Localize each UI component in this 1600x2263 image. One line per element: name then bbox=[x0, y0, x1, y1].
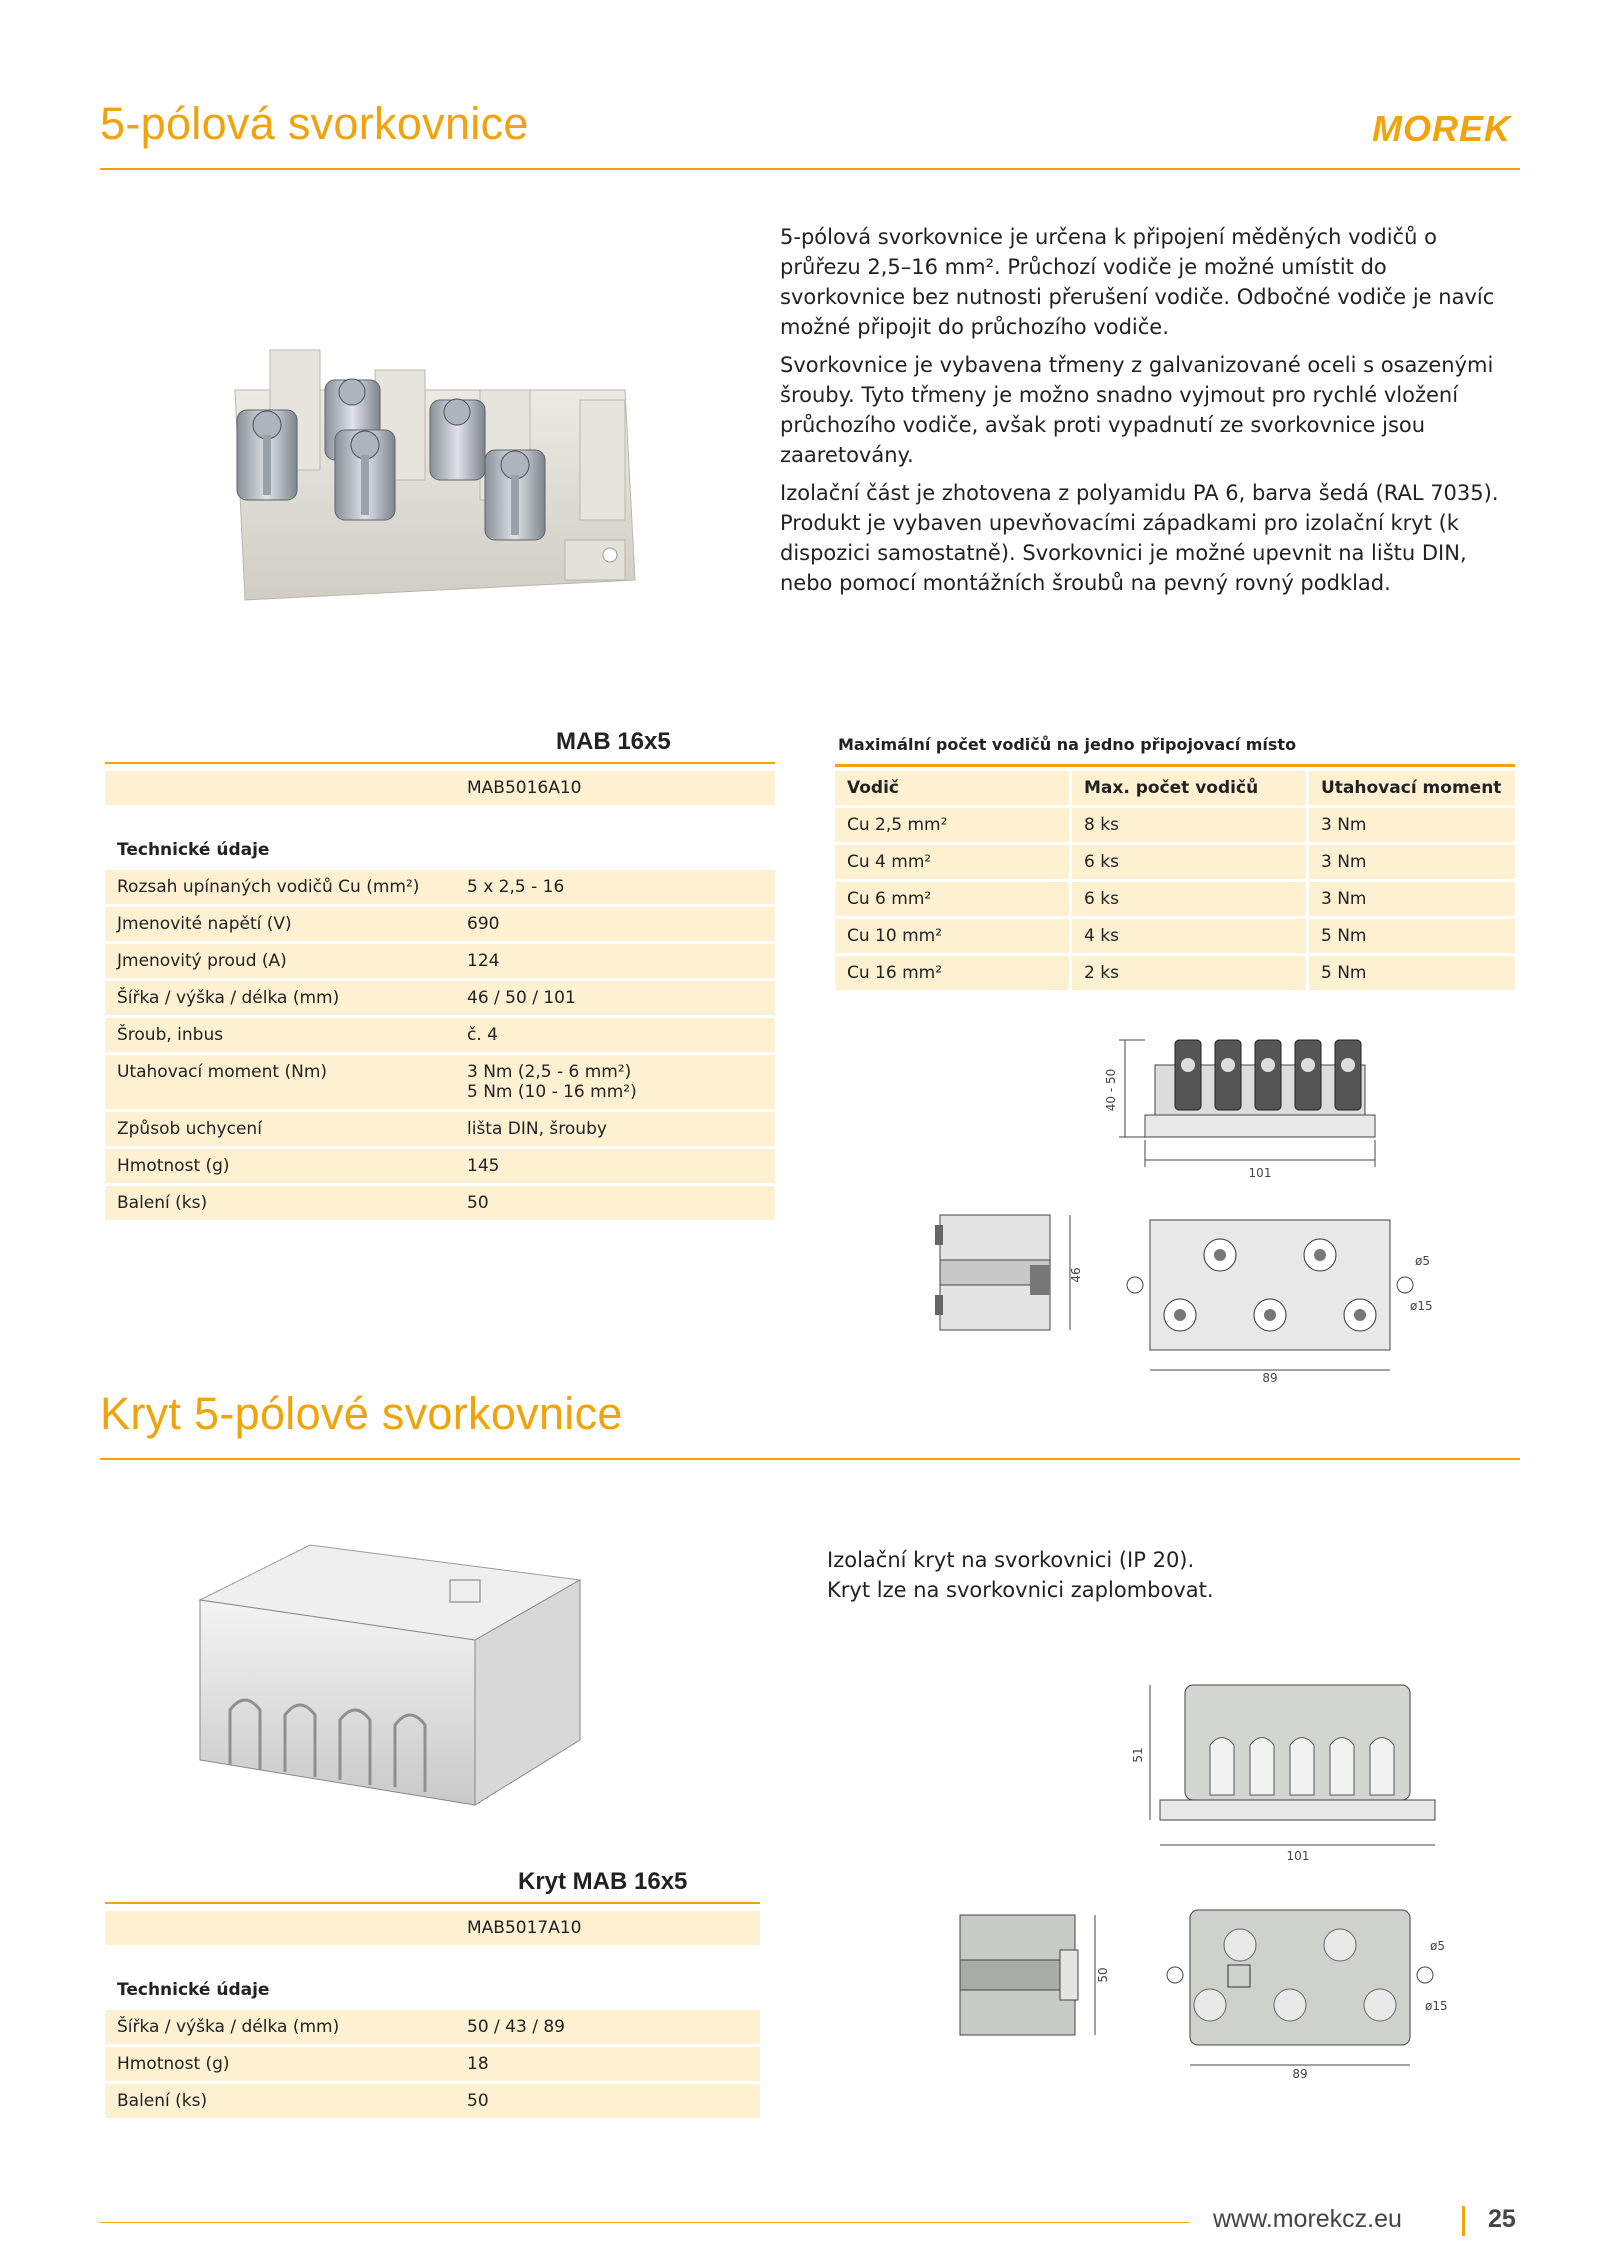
page-number: 25 bbox=[1488, 2205, 1516, 2233]
conductor-header: Max. počet vodičů bbox=[1072, 771, 1306, 805]
spec-label: Jmenovité napětí (V) bbox=[105, 907, 455, 941]
section2-divider bbox=[100, 1458, 1520, 1460]
cover-spec-table bbox=[105, 1908, 760, 2121]
description-line: Kryt lze na svorkovnici zaplombovat. bbox=[827, 1578, 1214, 1602]
spec-value: 50 / 43 / 89 bbox=[455, 2010, 760, 2044]
description-paragraph: 5-pólová svorkovnice je určena k připojení měděných vodičů o průřezu 2,5–16 mm². Průchozí vodiče je možné umístit do svorkovnice bez nutnosti přerušení vodiče. Odbočné vodiče je navíc možné připojit do průchozího vodiče. bbox=[780, 225, 1495, 339]
footer-rule bbox=[100, 2222, 1190, 2223]
cover-side-dimension: 50 bbox=[1096, 1967, 1110, 1983]
top-length-dimension: 89 bbox=[1262, 1371, 1278, 1385]
hole-15-dimension: ø15 bbox=[1410, 1299, 1433, 1313]
front-view-drawing bbox=[1095, 1035, 1415, 1205]
conductor-cell: 3 Nm bbox=[1309, 845, 1515, 879]
cover-product-code: MAB5017A10 bbox=[455, 1911, 760, 1945]
description-paragraph: Izolační část je zhotovena z polyamidu PA 6, barva šedá (RAL 7035). Produkt je vybaven upevňovacími západkami pro izolační kryt (k dispozici samostatně). Svorkovnici je možné upevnit na lištu DIN, nebo pomocí montážních šroubů na pevný rovný podklad. bbox=[780, 481, 1499, 595]
morek-logo: MOREK bbox=[1372, 108, 1511, 149]
conductor-cell: 3 Nm bbox=[1309, 808, 1515, 842]
spacer bbox=[105, 808, 775, 830]
product-code: MAB5016A10 bbox=[455, 771, 775, 805]
spec-label: Hmotnost (g) bbox=[105, 2047, 455, 2081]
code-blank bbox=[105, 771, 455, 805]
conductor-cell: 3 Nm bbox=[1309, 882, 1515, 916]
conductor-cell: Cu 10 mm² bbox=[835, 919, 1069, 953]
spec-value: 46 / 50 / 101 bbox=[455, 981, 775, 1015]
product-description bbox=[780, 222, 1500, 606]
spec-table bbox=[105, 768, 775, 1223]
side-view-drawing bbox=[925, 1205, 1095, 1345]
cover-photo bbox=[190, 1540, 590, 1810]
spec-heading: Technické údaje bbox=[105, 1973, 455, 2007]
conductor-header: Vodič bbox=[835, 771, 1069, 805]
spec-value: 50 bbox=[455, 1186, 775, 1220]
spacer bbox=[455, 833, 775, 867]
spec-label: Šířka / výška / délka (mm) bbox=[105, 981, 455, 1015]
conductor-divider bbox=[835, 764, 1515, 767]
spec-value: 50 bbox=[455, 2084, 760, 2118]
spec-label: Hmotnost (g) bbox=[105, 1149, 455, 1183]
spec-label: Balení (ks) bbox=[105, 2084, 455, 2118]
spec-value: 690 bbox=[455, 907, 775, 941]
footer-separator bbox=[1462, 2206, 1465, 2236]
cover-front-drawing bbox=[1120, 1670, 1450, 1870]
cover-height-dimension: 51 bbox=[1131, 1747, 1145, 1763]
conductor-cell: 5 Nm bbox=[1309, 919, 1515, 953]
spec-label: Rozsah upínaných vodičů Cu (mm²) bbox=[105, 870, 455, 904]
spec-label: Šířka / výška / délka (mm) bbox=[105, 2010, 455, 2044]
description-paragraph: Svorkovnice je vybavena třmeny z galvanizované oceli s osazenými šrouby. Tyto třmeny je možno snadno vyjmout pro rychlé vložení průchozího vodiče, avšak proti vypadnutí ze svorkovnice jsou zaaretovány. bbox=[780, 353, 1494, 467]
cover-hole-5-dimension: ø5 bbox=[1430, 1939, 1445, 1953]
model-name: MAB 16x5 bbox=[556, 728, 671, 755]
side-width-dimension: 46 bbox=[1069, 1267, 1083, 1283]
top-view-drawing bbox=[1120, 1210, 1450, 1385]
cover-spec-divider bbox=[105, 1902, 760, 1904]
spec-label: Způsob uchycení bbox=[105, 1112, 455, 1146]
spec-divider bbox=[105, 762, 775, 764]
conductor-cell: 4 ks bbox=[1072, 919, 1306, 953]
hole-5-dimension: ø5 bbox=[1415, 1254, 1430, 1268]
description-line: Izolační kryt na svorkovnici (IP 20). bbox=[827, 1548, 1195, 1572]
conductor-cell: Cu 16 mm² bbox=[835, 956, 1069, 990]
conductor-cell: 8 ks bbox=[1072, 808, 1306, 842]
footer-url[interactable]: www.morekcz.eu bbox=[1213, 2205, 1402, 2233]
spec-label: Jmenovitý proud (A) bbox=[105, 944, 455, 978]
conductor-cell: 5 Nm bbox=[1309, 956, 1515, 990]
conductor-header: Utahovací moment bbox=[1309, 771, 1515, 805]
title-divider bbox=[100, 168, 1520, 170]
spec-label: Balení (ks) bbox=[105, 1186, 455, 1220]
spec-value: 124 bbox=[455, 944, 775, 978]
spec-value: 5 x 2,5 - 16 bbox=[455, 870, 775, 904]
code-blank bbox=[105, 1911, 455, 1945]
conductor-cell: 6 ks bbox=[1072, 882, 1306, 916]
conductor-cell: Cu 2,5 mm² bbox=[835, 808, 1069, 842]
spec-value: lišta DIN, šrouby bbox=[455, 1112, 775, 1146]
spacer bbox=[105, 1948, 760, 1970]
spec-label: Šroub, inbus bbox=[105, 1018, 455, 1052]
terminal-block-photo bbox=[225, 330, 645, 630]
length-dimension: 101 bbox=[1248, 1166, 1272, 1180]
cover-top-drawing bbox=[1150, 1900, 1460, 2085]
cover-description bbox=[827, 1545, 1467, 1605]
spec-label: Utahovací moment (Nm) bbox=[105, 1055, 455, 1109]
cover-side-drawing bbox=[945, 1905, 1120, 2055]
cover-model-name: Kryt MAB 16x5 bbox=[518, 1868, 688, 1895]
conductor-cell: 6 ks bbox=[1072, 845, 1306, 879]
spec-heading: Technické údaje bbox=[105, 833, 455, 867]
cover-length-dimension: 101 bbox=[1286, 1849, 1310, 1863]
torque-line: 3 Nm (2,5 - 6 mm²) bbox=[467, 1062, 632, 1082]
cover-hole-15-dimension: ø15 bbox=[1425, 1999, 1448, 2013]
spacer bbox=[455, 1973, 760, 2007]
spec-value: č. 4 bbox=[455, 1018, 775, 1052]
height-dimension: 40 - 50 bbox=[1104, 1068, 1118, 1112]
spec-value bbox=[455, 1055, 775, 1109]
section2-title: Kryt 5-pólové svorkovnice bbox=[100, 1388, 623, 1439]
conductor-cell: 2 ks bbox=[1072, 956, 1306, 990]
spec-value: 18 bbox=[455, 2047, 760, 2081]
conductor-cell: Cu 6 mm² bbox=[835, 882, 1069, 916]
cover-top-length-dimension: 89 bbox=[1292, 2067, 1308, 2081]
torque-line: 5 Nm (10 - 16 mm²) bbox=[467, 1082, 637, 1102]
conductor-cell: Cu 4 mm² bbox=[835, 845, 1069, 879]
conductor-table-title: Maximální počet vodičů na jedno připojovací místo bbox=[838, 735, 1297, 754]
conductor-table bbox=[832, 768, 1518, 993]
spec-value: 145 bbox=[455, 1149, 775, 1183]
page-title: 5-pólová svorkovnice bbox=[100, 98, 529, 149]
